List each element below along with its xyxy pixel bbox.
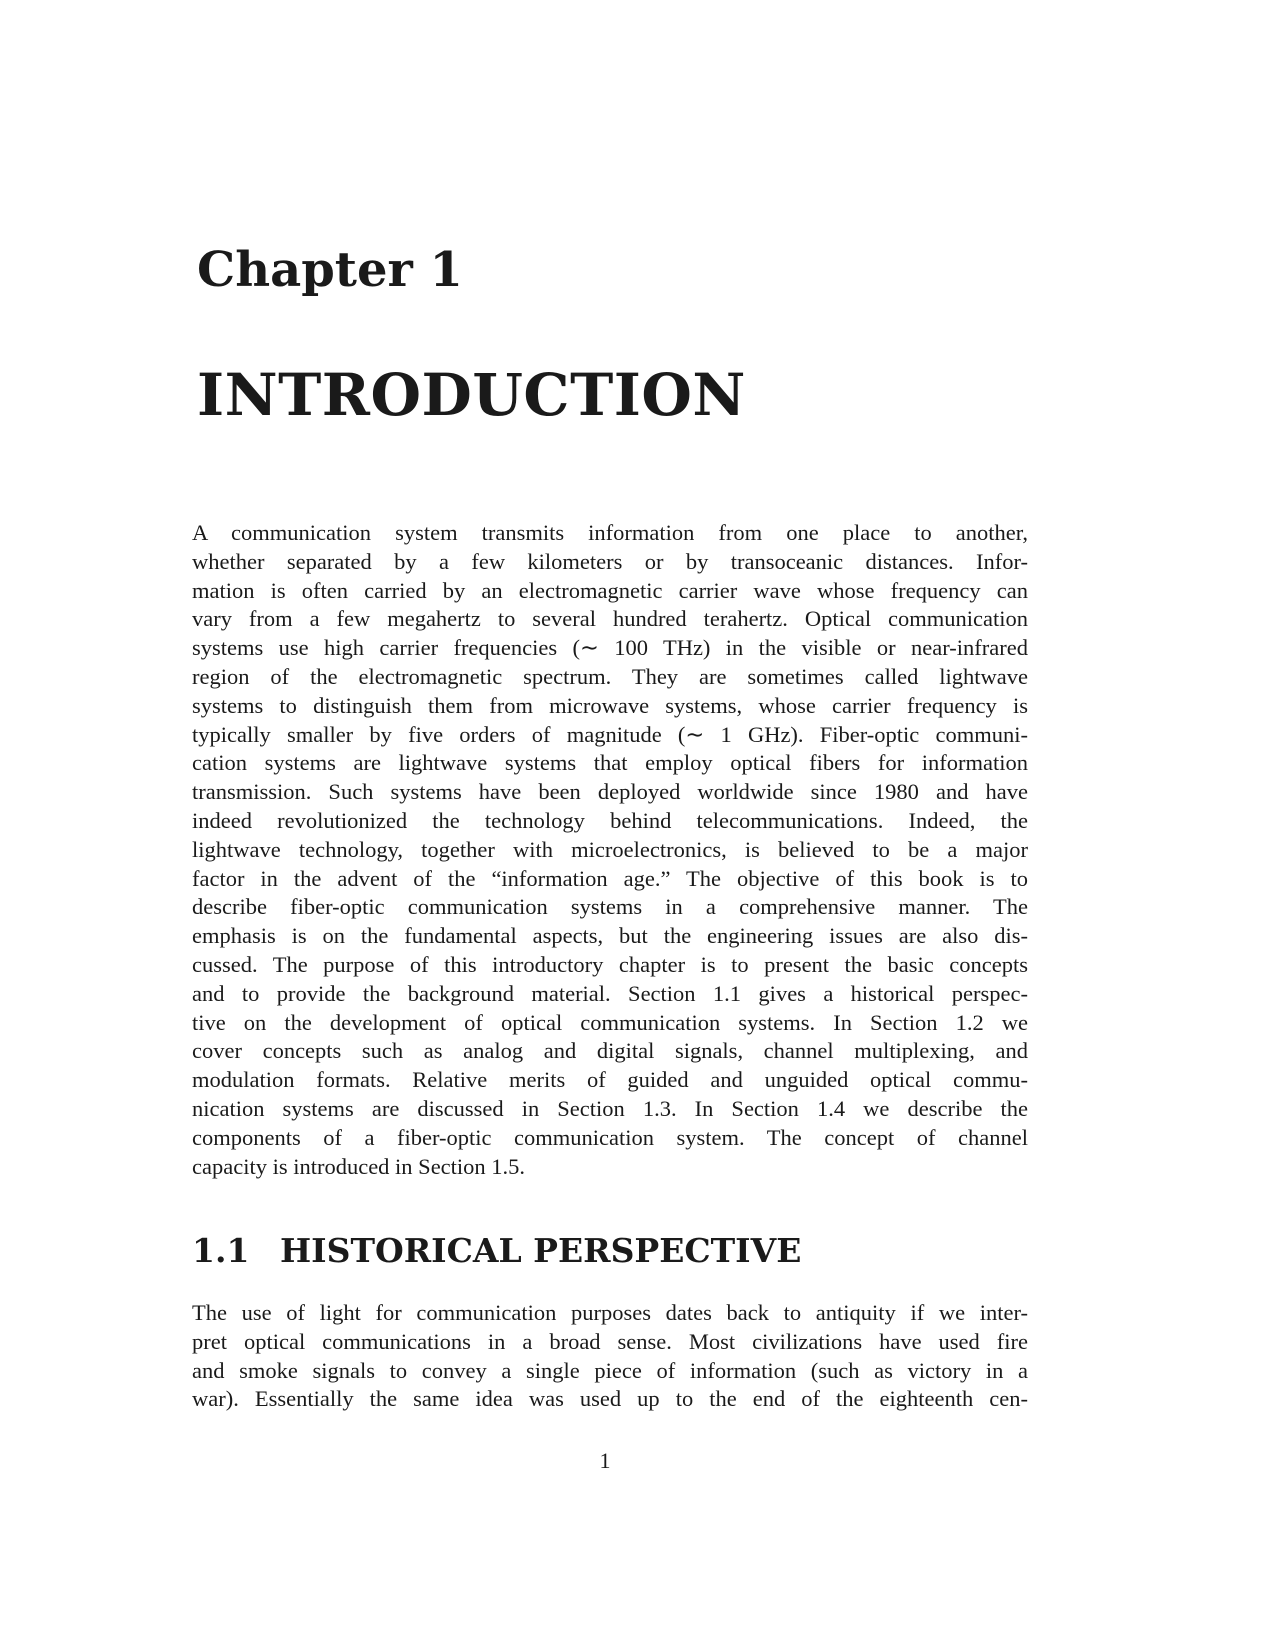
paragraph-line: pret optical communications in a broad sense. Most civilizations have used fire (192, 1328, 1028, 1354)
paragraph-line: systems use high carrier frequencies (∼ 100 THz) in the visible or near-infrared (192, 635, 1028, 661)
paragraph-line: cover concepts such as analog and digital signals, channel multiplexing, and (192, 1038, 1028, 1064)
paragraph-line: region of the electromagnetic spectrum. They are sometimes called lightwave (192, 663, 1028, 689)
paragraph-line: lightwave technology, together with microelectronics, is believed to be a major (192, 836, 1028, 862)
paragraph-line: capacity is introduced in Section 1.5. (192, 1153, 526, 1179)
paragraph-line: modulation formats. Relative merits of guided and unguided optical commu- (192, 1067, 1028, 1093)
paragraph-line: and to provide the background material. Section 1.1 gives a historical perspec- (192, 980, 1028, 1006)
paragraph-line: describe fiber-optic communication systems in a comprehensive manner. The (192, 894, 1028, 920)
section-heading (192, 1231, 802, 1270)
paragraph-line: war). Essentially the same idea was used up to the end of the eighteenth cen- (192, 1386, 1028, 1412)
paragraph-line: typically smaller by five orders of magnitude (∼ 1 GHz). Fiber-optic communi- (192, 721, 1028, 747)
paragraph-line: A communication system transmits information from one place to another, (192, 520, 1028, 545)
paragraph-line: transmission. Such systems have been deployed worldwide since 1980 and have (192, 779, 1028, 805)
paragraph-line: and smoke signals to convey a single piece of information (such as victory in a (192, 1357, 1028, 1383)
paragraph-line: vary from a few megahertz to several hundred terahertz. Optical communication (192, 606, 1028, 632)
chapter-title: INTRODUCTION (197, 361, 746, 429)
section-number: 1.1 (192, 1231, 250, 1270)
intro-paragraph (192, 519, 1028, 1181)
paragraph-line: factor in the advent of the “information age.” The objective of this book is to (192, 865, 1028, 891)
paragraph-line: emphasis is on the fundamental aspects, but the engineering issues are also dis- (192, 923, 1028, 949)
paragraph-line: nication systems are discussed in Section 1.3. In Section 1.4 we describe the (192, 1095, 1028, 1121)
history-paragraph (192, 1299, 1028, 1414)
page-number: 1 (599, 1448, 611, 1473)
paragraph-line: cation systems are lightwave systems that employ optical fibers for information (192, 750, 1028, 776)
paragraph-line: The use of light for communication purposes dates back to antiquity if we inter- (192, 1300, 1028, 1325)
section-title: HISTORICAL PERSPECTIVE (280, 1231, 802, 1270)
paragraph-line: indeed revolutionized the technology behind telecommunications. Indeed, the (192, 807, 1028, 833)
paragraph-line: cussed. The purpose of this introductory chapter is to present the basic concepts (192, 951, 1028, 977)
paragraph-line: whether separated by a few kilometers or by transoceanic distances. Infor- (192, 548, 1028, 574)
paragraph-line: systems to distinguish them from microwave systems, whose carrier frequency is (192, 692, 1028, 718)
paragraph-line: tive on the development of optical communication systems. In Section 1.2 we (192, 1009, 1028, 1035)
chapter-label: Chapter 1 (197, 242, 463, 298)
paragraph-line: components of a fiber-optic communication system. The concept of channel (192, 1124, 1028, 1150)
paragraph-line: mation is often carried by an electromagnetic carrier wave whose frequency can (192, 577, 1028, 603)
